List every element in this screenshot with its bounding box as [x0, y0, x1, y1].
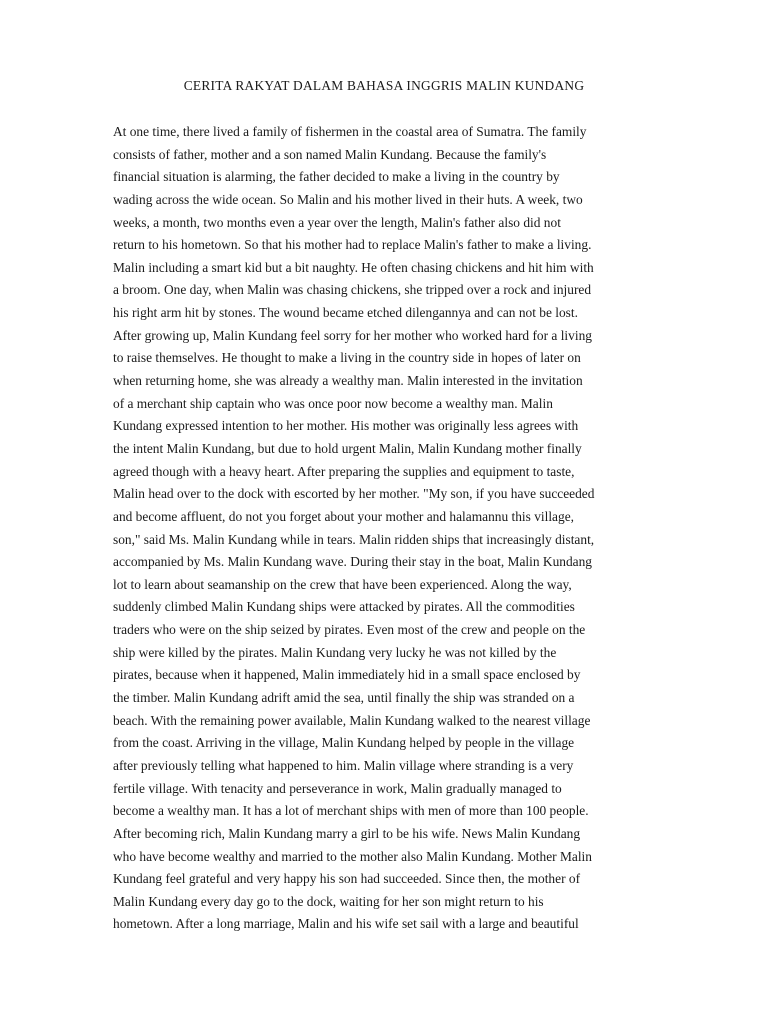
body-text-line: After growing up, Malin Kundang feel sorry for her mother who worked hard for a living: [113, 327, 592, 343]
body-text-line: Kundang expressed intention to her mother. His mother was originally less agrees with: [113, 418, 579, 434]
body-text-line: become a wealthy man. It has a lot of merchant ships with men of more than 100 people.: [113, 803, 589, 819]
body-text-line: accompanied by Ms. Malin Kundang wave. During their stay in the boat, Malin Kundang: [113, 554, 592, 570]
body-text-line: son," said Ms. Malin Kundang while in tears. Malin ridden ships that increasingly distant,: [113, 531, 595, 547]
body-text-line: to raise themselves. He thought to make a living in the country side in hopes of later on: [113, 350, 581, 366]
body-text-line: At one time, there lived a family of fishermen in the coastal area of Sumatra. The family: [113, 124, 587, 139]
body-text-line: Malin Kundang every day go to the dock, waiting for her son might return to his: [113, 893, 544, 909]
body-text-line: suddenly climbed Malin Kundang ships were attacked by pirates. All the commodities: [113, 599, 575, 615]
body-text-line: the timber. Malin Kundang adrift amid the sea, until finally the ship was stranded on a: [113, 690, 575, 706]
body-text-line: a broom. One day, when Malin was chasing chickens, she tripped over a rock and injured: [113, 282, 592, 298]
body-text-line: fertile village. With tenacity and perseverance in work, Malin gradually managed to: [113, 780, 562, 796]
body-text-line: Kundang feel grateful and very happy his son had succeeded. Since then, the mother of: [113, 871, 581, 887]
body-text-line: financial situation is alarming, the father decided to make a living in the country by: [113, 169, 560, 185]
document-title: CERITA RAKYAT DALAM BAHASA INGGRIS MALIN KUNDANG: [183, 78, 585, 93]
body-text-line: the intent Malin Kundang, but due to hold urgent Malin, Malin Kundang mother finally: [113, 440, 582, 456]
body-text-line: weeks, a month, two months even a year over the length, Malin's father also did not: [113, 214, 561, 230]
document-body: [113, 121, 653, 936]
body-text-line: hometown. After a long marriage, Malin and his wife set sail with a large and beautiful: [113, 916, 579, 932]
body-text-line: pirates, because when it happened, Malin immediately hid in a small space enclosed by: [113, 667, 581, 683]
body-text-line: when returning home, she was already a wealthy man. Malin interested in the invitation: [113, 373, 583, 389]
body-text-line: Malin head over to the dock with escorted by her mother. "My son, if you have succeeded: [113, 486, 595, 502]
body-text-line: return to his hometown. So that his mother had to replace Malin's father to make a living.: [113, 237, 592, 253]
body-text-line: After becoming rich, Malin Kundang marry a girl to be his wife. News Malin Kundang: [113, 825, 581, 841]
body-text-line: of a merchant ship captain who was once poor now become a wealthy man. Malin: [113, 395, 553, 411]
body-text-line: agreed though with a heavy heart. After preparing the supplies and equipment to taste,: [113, 463, 575, 479]
body-text-line: beach. With the remaining power available, Malin Kundang walked to the nearest village: [113, 712, 591, 728]
body-text-line: traders who were on the ship seized by pirates. Even most of the crew and people on the: [113, 622, 586, 638]
body-text-line: wading across the wide ocean. So Malin and his mother lived in their huts. A week, two: [113, 191, 583, 207]
body-text-line: Malin including a smart kid but a bit naughty. He often chasing chickens and hit him with: [113, 259, 594, 275]
body-text-line: ship were killed by the pirates. Malin Kundang very lucky he was not killed by the: [113, 644, 557, 660]
body-text-line: after previously telling what happened to him. Malin village where stranding is a very: [113, 757, 574, 773]
body-text-line: and become affluent, do not you forget about your mother and halamannu this village,: [113, 508, 574, 524]
body-text-line: from the coast. Arriving in the village, Malin Kundang helped by people in the village: [113, 735, 575, 751]
body-text-line: who have become wealthy and married to the mother also Malin Kundang. Mother Malin: [113, 848, 592, 864]
body-text-line: lot to learn about seamanship on the crew that have been experienced. Along the way,: [113, 576, 572, 592]
body-text-line: his right arm hit by stones. The wound became etched dilengannya and can not be lost.: [113, 305, 578, 321]
body-text-line: consists of father, mother and a son named Malin Kundang. Because the family's: [113, 146, 547, 162]
